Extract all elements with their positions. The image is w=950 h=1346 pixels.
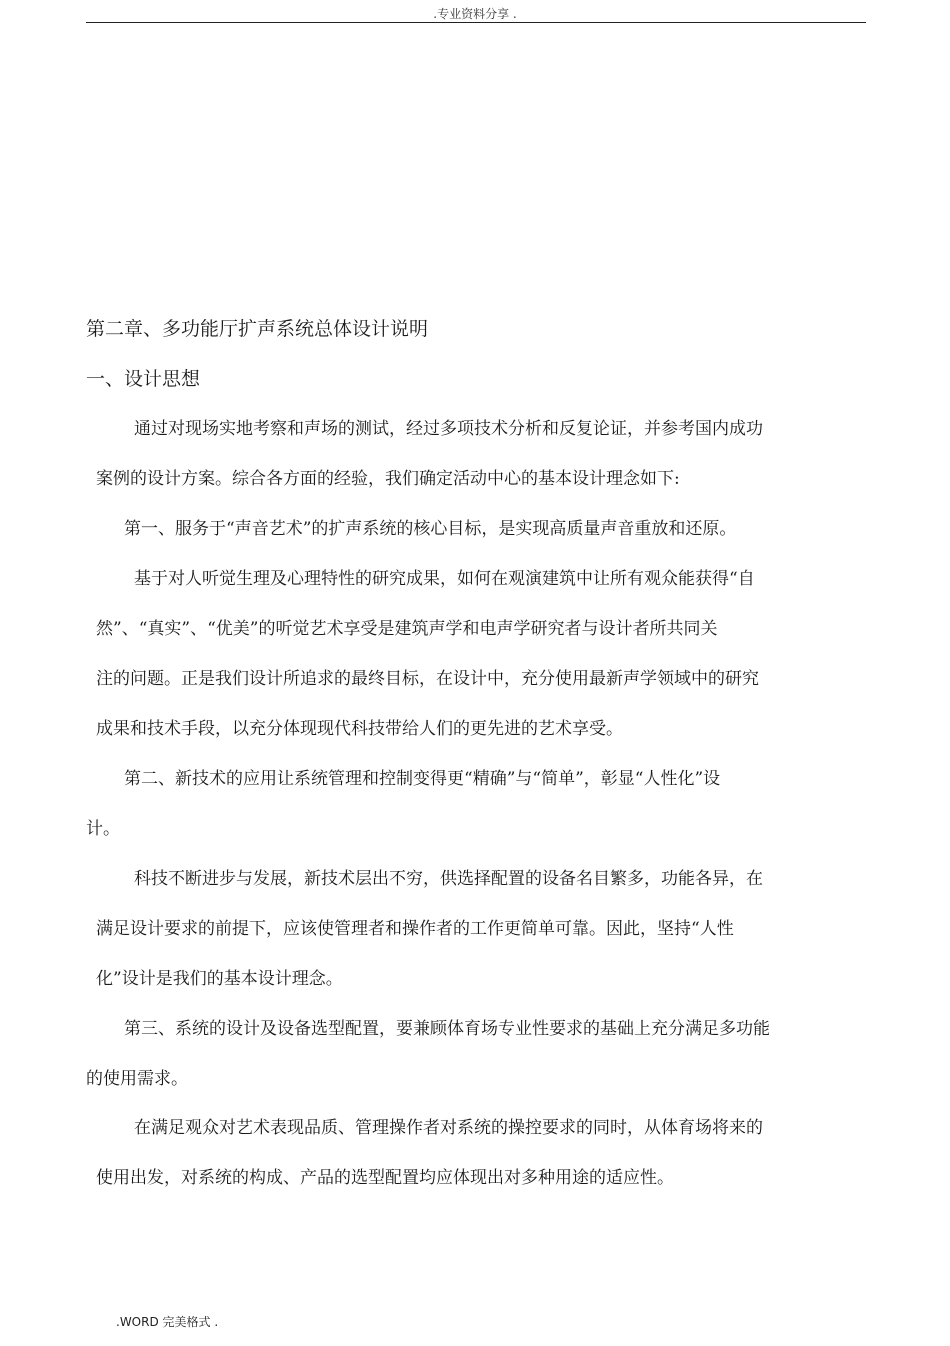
paragraph-line: 第一、服务于“声音艺术”的扩声系统的核心目标，是实现高质量声音重放和还原。 [124,519,737,539]
paragraph-line: 第三、系统的设计及设备选型配置，要兼顾体育场专业性要求的基础上充分满足多功能 [124,1019,770,1039]
chapter-title: 第二章、多功能厅扩声系统总体设计说明 [86,318,429,340]
paragraph-line: 计。 [86,819,120,839]
paragraph-line: 成果和技术手段，以充分体现现代科技带给人们的更先进的艺术享受。 [96,719,623,739]
paragraph-line: 基于对人听觉生理及心理特性的研究成果，如何在观演建筑中让所有观众能获得“自 [134,569,755,589]
section-title: 一、设计思想 [86,368,201,390]
paragraph-line: 注的问题。正是我们设计所追求的最终目标，在设计中，充分使用最新声学领域中的研究 [96,669,759,689]
paragraph-line: 案例的设计方案。综合各方面的经验，我们确定活动中心的基本设计理念如下: [96,469,680,489]
paragraph-line: 通过对现场实地考察和声场的测试，经过多项技术分析和反复论证，并参考国内成功 [134,419,763,439]
paragraph-line: 的使用需求。 [86,1069,188,1089]
paragraph-line: 在满足观众对艺术表现品质、管理操作者对系统的操控要求的同时，从体育场将来的 [134,1118,763,1138]
page-footer: .WORD 完美格式 . [116,1315,219,1329]
page-header: .专业资料分享 . [433,7,517,21]
paragraph-line: 科技不断进步与发展，新技术层出不穷，供选择配置的设备名目繁多，功能各异，在 [134,869,763,889]
paragraph-line: 使用出发，对系统的构成、产品的选型配置均应体现出对多种用途的适应性。 [96,1168,674,1188]
paragraph-line: 化”设计是我们的基本设计理念。 [96,969,343,989]
paragraph-line: 满足设计要求的前提下，应该使管理者和操作者的工作更简单可靠。因此，坚持“人性 [96,919,734,939]
paragraph-line: 然”、“真实”、“优美”的听觉艺术享受是建筑声学和电声学研究者与设计者所共同关 [96,619,718,639]
paragraph-line: 第二、新技术的应用让系统管理和控制变得更“精确”与“简单”，彰显“人性化”设 [124,769,721,789]
header-divider [86,22,866,23]
